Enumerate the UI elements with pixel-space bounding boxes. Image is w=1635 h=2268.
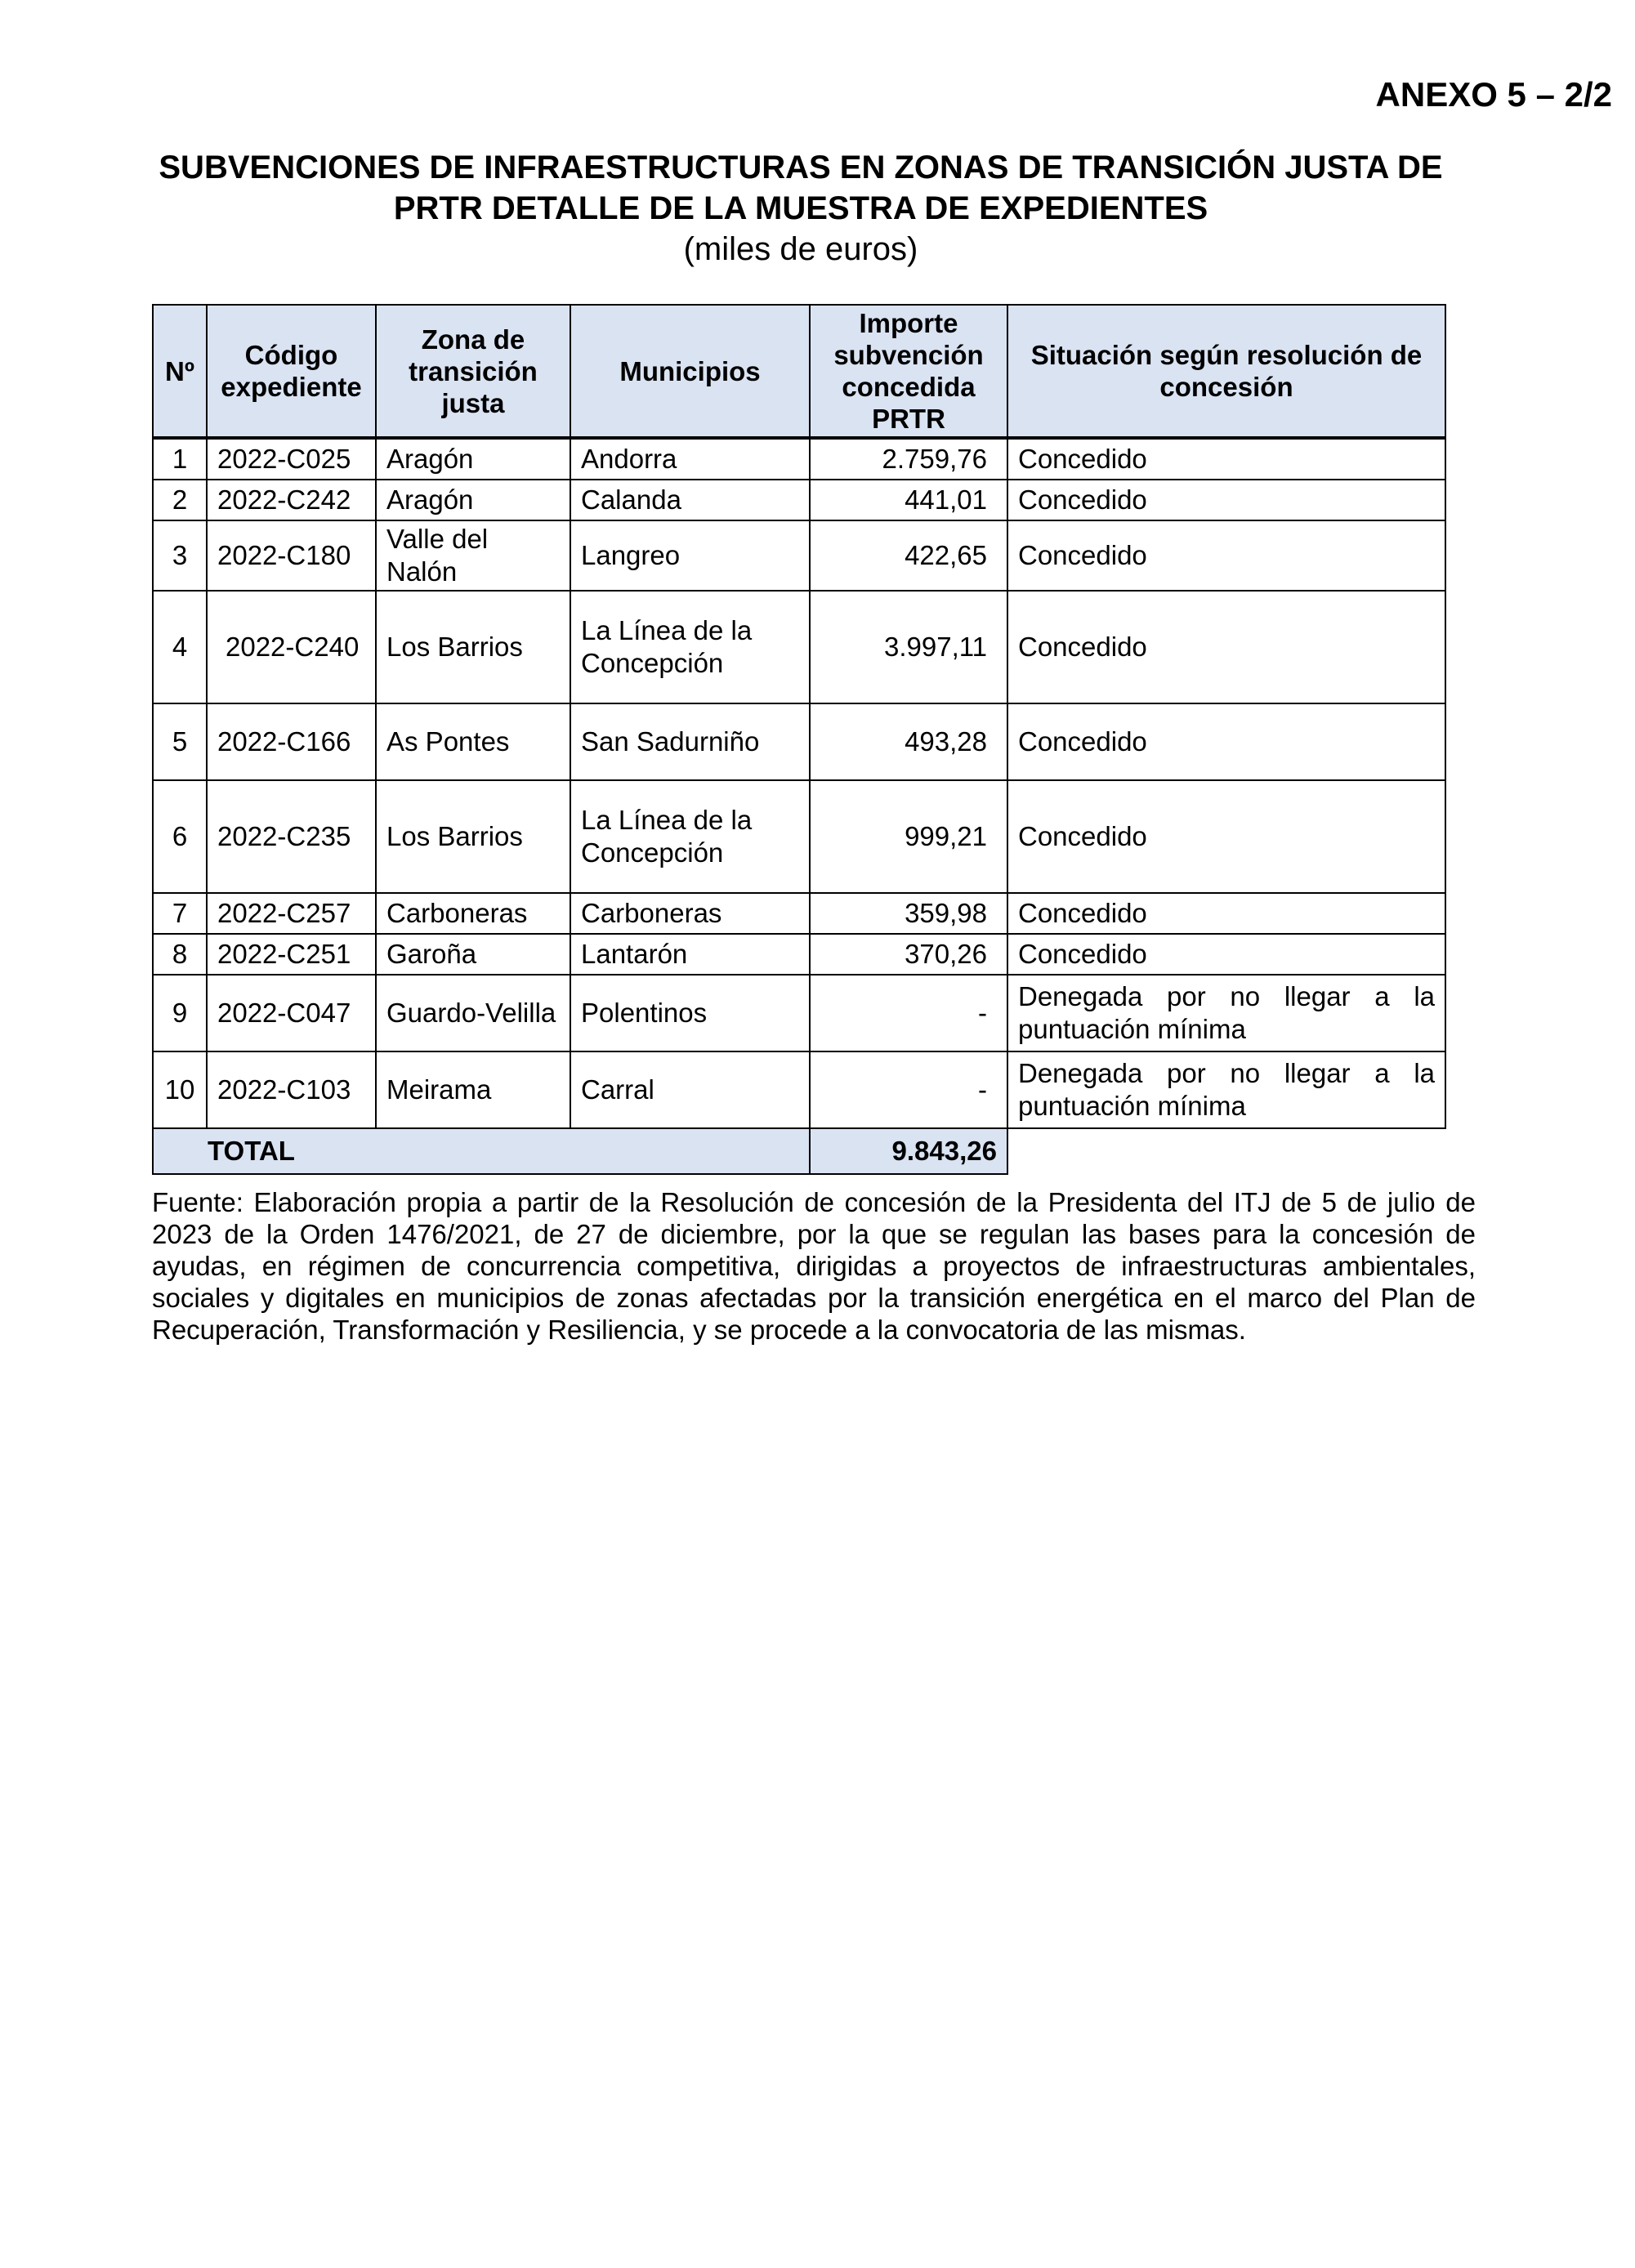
cell-no: 7 [153,893,207,934]
total-empty-cell [1007,1128,1445,1174]
cell-no: 3 [153,520,207,591]
header-municipios: Municipios [570,305,810,438]
cell-importe: 441,01 [810,480,1007,520]
cell-codigo: 2022-C025 [207,438,376,480]
table-row [153,893,1445,934]
cell-zona: As Pontes [376,703,570,780]
cell-situacion: Concedido [1007,934,1445,975]
cell-codigo: 2022-C251 [207,934,376,975]
total-row [153,1128,1445,1174]
cell-codigo: 2022-C103 [207,1051,376,1128]
cell-situacion: Concedido [1007,480,1445,520]
cell-no: 6 [153,780,207,893]
annex-label: ANEXO 5 – 2/2 [1375,75,1612,114]
table-header-row [153,305,1445,438]
cell-zona: Aragón [376,438,570,480]
title-block [98,147,1503,270]
cell-codigo: 2022-C235 [207,780,376,893]
cell-codigo: 2022-C047 [207,975,376,1051]
cell-importe: 2.759,76 [810,438,1007,480]
cell-zona: Guardo-Velilla [376,975,570,1051]
cell-codigo: 2022-C180 [207,520,376,591]
cell-codigo: 2022-C166 [207,703,376,780]
total-label: TOTAL [153,1128,810,1174]
cell-no: 1 [153,438,207,480]
table-row [153,591,1445,703]
header-situacion: Situación según resolución de concesión [1007,305,1445,438]
header-codigo: Código expediente [207,305,376,438]
cell-no: 10 [153,1051,207,1128]
cell-no: 5 [153,703,207,780]
cell-zona: Los Barrios [376,780,570,893]
table-row [153,780,1445,893]
cell-importe: 370,26 [810,934,1007,975]
cell-situacion: Concedido [1007,780,1445,893]
cell-importe: 3.997,11 [810,591,1007,703]
cell-municipios: Langreo [570,520,810,591]
cell-no: 2 [153,480,207,520]
total-value: 9.843,26 [810,1128,1007,1174]
cell-zona: Garoña [376,934,570,975]
document-subtitle: (miles de euros) [683,231,918,267]
cell-situacion: Concedido [1007,591,1445,703]
cell-codigo: 2022-C242 [207,480,376,520]
cell-municipios: Lantarón [570,934,810,975]
table-row [153,438,1445,480]
cell-situacion: Concedido [1007,893,1445,934]
cell-no: 8 [153,934,207,975]
cell-importe: - [810,1051,1007,1128]
table-row [153,1051,1445,1128]
cell-municipios: Carboneras [570,893,810,934]
cell-codigo: 2022-C240 [207,591,376,703]
cell-municipios: La Línea de la Concepción [570,591,810,703]
header-no: Nº [153,305,207,438]
cell-codigo: 2022-C257 [207,893,376,934]
cell-zona: Aragón [376,480,570,520]
cell-municipios: Polentinos [570,975,810,1051]
document-title-line-2: PRTR DETALLE DE LA MUESTRA DE EXPEDIENTES [393,190,1208,226]
cell-zona: Los Barrios [376,591,570,703]
cell-importe: - [810,975,1007,1051]
cell-situacion: Concedido [1007,703,1445,780]
header-zona: Zona de transición justa [376,305,570,438]
expedientes-table [152,304,1446,1175]
header-importe: Importe subvención concedida PRTR [810,305,1007,438]
document-title-line-1: SUBVENCIONES DE INFRAESTRUCTURAS EN ZONAS DE TRANSICIÓN JUSTA DE [159,150,1443,185]
source-note: Fuente: Elaboración propia a partir de la Resolución de concesión de la Presidenta del ITJ de 5 de julio de 2023 de la Orden 1476/2021, de 27 de diciembre, por la que se regulan las bases para la concesión de ayudas, en régimen de concurrencia competitiva, dirigidas a proyectos de infraestructuras ambientales, sociales y digitales en municipios de zonas afectadas por la transición energética en el marco del Plan de Recuperación, Transformación y Resiliencia, y se procede a la convocatoria de las mismas. [152,1187,1476,1345]
cell-importe: 999,21 [810,780,1007,893]
cell-importe: 493,28 [810,703,1007,780]
cell-importe: 422,65 [810,520,1007,591]
table-row [153,934,1445,975]
cell-situacion: Denegada por no llegar a la puntuación mínima [1007,975,1445,1051]
cell-no: 4 [153,591,207,703]
table-row [153,480,1445,520]
table-row [153,703,1445,780]
cell-situacion: Denegada por no llegar a la puntuación mínima [1007,1051,1445,1128]
cell-situacion: Concedido [1007,438,1445,480]
cell-municipios: La Línea de la Concepción [570,780,810,893]
cell-no: 9 [153,975,207,1051]
cell-municipios: Calanda [570,480,810,520]
cell-municipios: Andorra [570,438,810,480]
cell-situacion: Concedido [1007,520,1445,591]
cell-zona: Valle del Nalón [376,520,570,591]
table-row [153,520,1445,591]
cell-zona: Meirama [376,1051,570,1128]
cell-importe: 359,98 [810,893,1007,934]
cell-municipios: San Sadurniño [570,703,810,780]
cell-zona: Carboneras [376,893,570,934]
cell-municipios: Carral [570,1051,810,1128]
table-row [153,975,1445,1051]
